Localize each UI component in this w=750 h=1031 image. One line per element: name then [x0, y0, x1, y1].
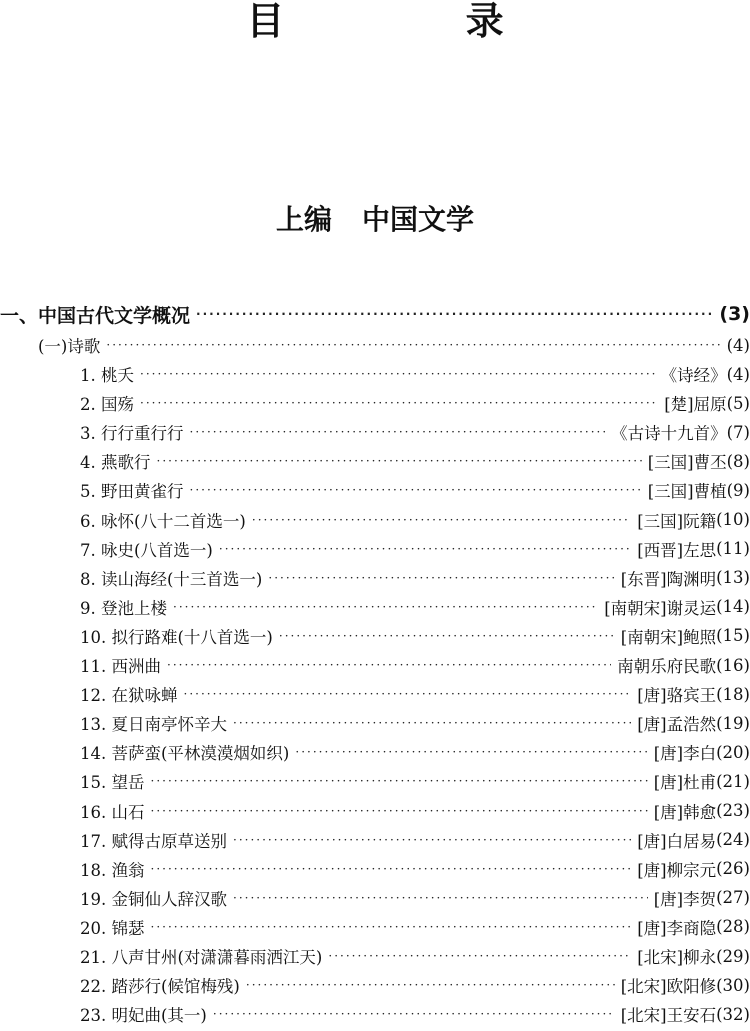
item-author: [北宋]柳永 — [637, 948, 717, 967]
part-subject: 中国文学 — [362, 203, 475, 236]
dot-leader — [233, 891, 648, 905]
item-title — [0, 537, 213, 561]
page-number: (21) — [716, 771, 750, 791]
toc-item-entry[interactable] — [0, 942, 750, 970]
dot-leader — [140, 367, 655, 381]
item-title-text: 菩萨蛮(平林漠漠烟如织) — [111, 744, 290, 764]
item-title-text: 锦瑟 — [111, 918, 145, 938]
dot-leader — [190, 483, 642, 497]
dot-leader — [173, 600, 598, 614]
toc-item-entry[interactable] — [0, 826, 750, 854]
item-title-text: 八声甘州(对潇潇暮雨洒江天) — [111, 948, 323, 967]
item-title — [0, 682, 178, 706]
item-title — [0, 420, 184, 444]
page-number: (7) — [726, 422, 750, 442]
item-title-text: 明妃曲(其一) — [111, 1006, 207, 1026]
item-author: [唐]韩愈 — [653, 802, 717, 822]
item-number: 9. — [80, 598, 96, 618]
page-number: (28) — [716, 917, 750, 937]
item-author: [南朝宋]鲍照 — [620, 627, 717, 647]
toc-item-entry[interactable] — [0, 389, 750, 417]
item-title — [0, 362, 134, 386]
dot-leader — [196, 307, 713, 321]
item-title — [0, 1002, 207, 1026]
toc-item-entry[interactable] — [0, 913, 750, 941]
page-number: (26) — [716, 859, 750, 879]
page-number: (4) — [726, 335, 750, 355]
item-title — [0, 857, 145, 881]
item-author: [唐]柳宗元 — [637, 860, 717, 880]
part-title — [0, 200, 750, 240]
item-number: 12. — [80, 686, 107, 706]
item-number: 7. — [80, 540, 96, 560]
item-title-text: 拟行路难(十八首选一) — [111, 627, 273, 647]
dot-leader — [246, 978, 615, 992]
item-author: [楚]屈原 — [664, 395, 727, 415]
item-number: 5. — [80, 482, 96, 502]
toc-item-entry[interactable] — [0, 680, 750, 708]
toc-section-entry[interactable] — [0, 331, 750, 359]
item-title-text: 桃夭 — [101, 366, 134, 385]
item-author: [南朝宋]谢灵运 — [604, 598, 717, 618]
toc-chapter-entry[interactable] — [0, 300, 750, 328]
item-author: 《古诗十九首》 — [611, 424, 727, 444]
dot-leader — [190, 425, 606, 439]
toc-item-entry[interactable] — [0, 622, 750, 650]
item-author: [唐]骆宾王 — [637, 686, 717, 706]
toc-item-entry[interactable] — [0, 447, 750, 475]
page-number: (23) — [716, 801, 750, 820]
page-number: (10) — [716, 510, 750, 529]
toc-item-entry[interactable] — [0, 564, 750, 592]
part-label: 上编 — [275, 203, 332, 236]
item-title-text: 咏史(八首选一) — [101, 540, 213, 560]
toc-item-entry[interactable] — [0, 884, 750, 912]
page-number: (11) — [716, 539, 750, 559]
toc-item-entry[interactable] — [0, 593, 750, 621]
page-number: (27) — [716, 888, 750, 908]
item-title-text: 山石 — [111, 802, 145, 822]
item-title-text: 金铜仙人辞汉歌 — [111, 889, 227, 909]
item-number: 21. — [80, 948, 107, 967]
dot-leader — [252, 513, 631, 527]
dot-leader — [167, 658, 611, 672]
toc-item-entry[interactable] — [0, 738, 750, 766]
item-title-text: 赋得古原草送别 — [111, 831, 227, 851]
item-number: 10. — [80, 627, 107, 647]
dot-leader — [233, 716, 631, 730]
item-title — [0, 828, 227, 852]
item-title — [0, 391, 134, 415]
item-number: 23. — [80, 1006, 107, 1026]
item-title — [0, 973, 240, 997]
dot-leader — [157, 454, 642, 468]
item-number: 14. — [80, 744, 107, 764]
item-number: 17. — [80, 831, 107, 851]
toc-item-entry[interactable] — [0, 360, 750, 388]
dot-leader — [328, 949, 631, 963]
item-title — [0, 740, 289, 764]
item-number: 4. — [80, 453, 96, 473]
item-author: 南朝乐府民歌 — [617, 657, 717, 676]
page-number: (30) — [716, 975, 750, 995]
dot-leader — [140, 396, 658, 410]
item-number: 13. — [80, 715, 107, 735]
item-title-text: 夏日南亭怀辛大 — [111, 715, 227, 735]
item-title — [0, 915, 145, 939]
item-title-text: 野田黄雀行 — [101, 482, 184, 502]
item-title-text: 西洲曲 — [111, 657, 161, 676]
toc-item-entry[interactable] — [0, 797, 750, 825]
item-author: [三国]曹丕 — [647, 453, 727, 473]
dot-leader — [151, 920, 632, 934]
item-number: 15. — [80, 773, 107, 793]
page-number: (15) — [716, 626, 750, 646]
page-number: (9) — [726, 480, 750, 500]
dot-leader — [151, 862, 632, 876]
page-number: (14) — [716, 597, 750, 617]
toc-item-entry[interactable] — [0, 506, 750, 534]
page-title: 目 录 — [246, 0, 588, 43]
dot-leader — [219, 542, 631, 556]
toc-item-entry[interactable] — [0, 971, 750, 999]
item-title-text: 燕歌行 — [101, 453, 151, 473]
page-number: (13) — [716, 568, 750, 588]
item-author: [北宋]王安石 — [620, 1006, 717, 1026]
item-author: 《诗经》 — [660, 366, 727, 385]
item-title-text: 在狱咏蝉 — [111, 686, 178, 706]
dot-leader — [279, 629, 615, 643]
item-title — [0, 478, 184, 502]
page-number: (8) — [726, 451, 750, 471]
page-number: (3) — [719, 303, 750, 325]
item-number: 8. — [80, 569, 96, 589]
item-number: 16. — [80, 802, 107, 822]
item-title — [0, 711, 227, 735]
toc-item-entry[interactable] — [0, 651, 750, 679]
page-number: (24) — [716, 830, 750, 850]
dot-leader — [151, 804, 648, 818]
item-number: 6. — [80, 511, 96, 531]
item-number: 22. — [80, 977, 107, 997]
item-number: 18. — [80, 860, 107, 880]
item-author: [唐]杜甫 — [653, 773, 717, 793]
dot-leader — [106, 338, 720, 352]
toc-item-entry[interactable] — [0, 1000, 750, 1028]
section-title: (一)诗歌 — [38, 337, 101, 356]
item-title — [0, 944, 322, 968]
page-number: (4) — [726, 364, 750, 384]
item-title-text: 国殇 — [101, 395, 134, 415]
toc-item-entry[interactable] — [0, 418, 750, 446]
toc-item-entry[interactable] — [0, 709, 750, 737]
dot-leader — [268, 571, 614, 585]
item-title-text: 踏莎行(候馆梅残) — [111, 977, 240, 997]
page-number: (5) — [726, 393, 750, 413]
item-author: [北宋]欧阳修 — [620, 977, 717, 997]
item-title — [0, 508, 246, 532]
item-title — [0, 566, 262, 590]
page-number: (32) — [716, 1004, 750, 1024]
toc-item-entry[interactable] — [0, 767, 750, 795]
toc-item-entry[interactable] — [0, 535, 750, 563]
item-title-text: 读山海经(十三首选一) — [101, 569, 263, 589]
item-number: 2. — [80, 395, 96, 415]
toc-item-entry[interactable] — [0, 476, 750, 504]
item-title — [0, 624, 273, 648]
dot-leader — [233, 833, 631, 847]
item-title-text: 登池上楼 — [101, 598, 167, 618]
page-number: (29) — [716, 946, 750, 966]
page-number: (19) — [716, 713, 750, 733]
item-author: [唐]李商隐 — [637, 918, 717, 938]
chapter-title: 一、中国古代文学概况 — [0, 304, 191, 327]
item-title-text: 望岳 — [111, 773, 145, 793]
item-author: [东晋]陶渊明 — [620, 569, 717, 589]
item-author: [唐]李白 — [653, 744, 717, 764]
item-title-text: 渔翁 — [111, 860, 145, 880]
page-number: (18) — [716, 684, 750, 704]
item-number: 11. — [80, 657, 107, 676]
dot-leader — [213, 1007, 615, 1021]
item-author: [唐]孟浩然 — [637, 715, 717, 735]
item-number: 1. — [80, 366, 96, 385]
item-number: 19. — [80, 889, 107, 909]
page-number: (16) — [716, 655, 750, 675]
item-title — [0, 595, 167, 619]
item-author: [唐]李贺 — [653, 889, 717, 909]
item-title — [0, 769, 145, 793]
dot-leader — [184, 687, 632, 701]
item-number: 3. — [80, 424, 96, 444]
item-title-text: 行行重行行 — [101, 424, 184, 444]
dot-leader — [151, 774, 648, 788]
item-title — [0, 449, 151, 473]
item-title — [0, 799, 145, 823]
item-number: 20. — [80, 918, 107, 938]
item-author: [唐]白居易 — [637, 831, 717, 851]
item-author: [西晋]左思 — [637, 540, 717, 560]
dot-leader — [295, 745, 647, 759]
item-title — [0, 653, 161, 677]
item-author: [三国]曹植 — [647, 482, 727, 502]
item-author: [三国]阮籍 — [637, 511, 717, 531]
item-title — [0, 886, 227, 910]
toc-item-entry[interactable] — [0, 855, 750, 883]
item-title-text: 咏怀(八十二首选一) — [101, 511, 246, 531]
page-number: (20) — [716, 742, 750, 762]
